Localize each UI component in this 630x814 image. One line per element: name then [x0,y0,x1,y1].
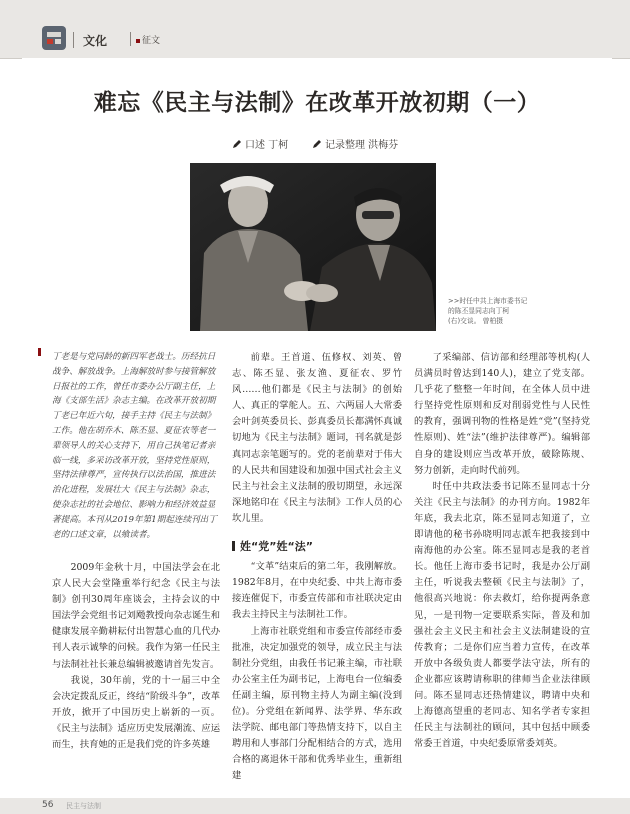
pen-icon [232,139,242,152]
section-name: 文化 [83,34,108,48]
caption-line: >>时任中共上海市委书记 [448,297,528,305]
intro-marker [38,348,41,356]
byline-record-text: 记录整理 洪梅芬 [325,140,399,151]
page-number: 56 [42,800,54,810]
paragraph: “文革”结束后的第二年，我刚解放。1982年8月，在中央纪委、中共上海市委接连催促下，市委宣传部和市社联决定由我去主持民主与法制社工作。 [232,561,402,621]
subheading-bar [232,541,235,551]
square-bullet-icon [136,39,140,43]
header-divider [73,32,74,48]
body-column-3 [414,350,590,752]
subheading [232,539,402,555]
paragraph: 时任中共政法委书记陈丕显同志十分关注《民主与法制》的办刊方向。1982年年底，我去北京，陈丕显同志知道了，立即请他的秘书孙晓明同志派车把我接到中南海他的办公室。陈丕显同志是我的老首长。他任上海市委书记时，我是办公厅副主任，听说我去整顿《民主与法制》了，他很高兴地说：你去救灯，给你提两条意见，一是刊物一定要联系实际，普及和加强社会主义民主和社会主义法制建设的宣传教育；二是你们应当着力宣传，在改革开放中各级负责人都要学法守法，所有的企业都应该聘请称职的律师当企业法律顾问。陈丕显同志还热情建议，聘请中央和上海德高望重的老同志、知名学者专家担任民主与法制社的顾问，其中包括中顾委常委王首道，中央纪委原常委刘英。 [414,480,590,750]
byline-oral [232,136,288,152]
header-divider-2 [130,32,131,46]
subheading-text: 姓“党”姓“法” [240,540,313,554]
article [22,58,612,798]
subsection-name [136,33,160,46]
paragraph: 前辈。王首道、伍修权、刘英、曾志、陈丕显、张友渔、夏征农、罗竹风……他们都是《民主与法制》的创始人、真正的掌舵人。五、六两届人大常委会叶剑英委员长、彭真委员长都满怀真诚切地为《民主与法制》题词，刊名就是彭真同志亲笔题写的。党的老前辈对于伟大的人民共和国建设和加强中国式社会主义民主与社会主义法制的殷切期望，永远深深地铭印在《民主与法制》工作人员的心坎儿里。 [232,352,402,524]
page-header [0,0,630,59]
magazine-logo-icon [42,26,66,50]
body-column-1 [52,560,220,753]
editor-intro: 丁老是与党同龄的新四军老战士。历经抗日战争、解放战争。上海解放时参与接管解放日报社的工作，曾任市委办公厅副主任，上海《支部生活》杂志主编。在改革开放初期丁老已年近六旬，接手主持《民主与法制》工作。他在胡乔木、陈丕显、夏征农等老一辈领导人的关心支持下，用自己执笔记者亲临一线，多采访改革开放，坚持党性原则，坚持法律尊严，宣传执行以法治国，推进法治化进程，发展壮大《民主与法制》杂志，使杂志社的社会地位、影响力和经济效益显著提高。本刊从2019年第1期起连续刊出丁老的口述文章，以飨读者。 [52,352,217,540]
pen-icon [312,139,322,152]
paragraph: 上海市社联党组和市委宣传部经市委批准，决定加强党的领导，成立民主与法制社分党组，由我任书记兼主编，市社联办公室主任为副书记，上海电台一位编委任副主编，原刊物主持人为副主编(没到位)。分党组在新闻界、法学界、华东政法学院、邮电部门等热情支持下，以自主聘用和人事部门分配相结合的方式，选用合格的离退休干部和优秀毕业生，重新组建 [232,625,402,782]
historical-photo [190,163,436,331]
byline-oral-text: 口述 丁柯 [245,140,289,151]
caption-line: 的陈丕显同志向丁柯 [448,307,510,315]
paragraph: 2009年金秋十月，中国法学会在北京人民大会堂隆重举行纪念《民主与法制》创刊30周年座谈会，主持会议的中国法学会党组书记刘飏教授向杂志诞生和健康发展辛勤耕耘付出智慧心血的几代办刊人表示诚挚的问候。我作为第一任民主与法制社社长兼总编辑被邀请首先发言。 [52,562,220,670]
page-footer [0,798,630,814]
paragraph: 我说，30年前，党的十一届三中全会决定拨乱反正，终结“阶级斗争”，改革开放，掀开了中国历史上崭新的一页。《民主与法制》适应历史发展潮流、应运而生，扶育她的正是我们党的许多英雄 [52,674,220,751]
paragraph: 了采编部、信访部和经理部等机构(人员满员时曾达到140人)，建立了党支部。几乎花了整整一年时间，在全体人员中进行坚持党性原则和反对削弱党性与人民性的教育，强调刊物的性格是姓“党”(坚持党性原则)、姓“法”(维护法律尊严)。编辑部自身的建设则应当改革开放，破除陈规、努力创新，走向时代前列。 [414,352,590,476]
caption-line: (右)交谈。 曾柏摄 [448,317,504,325]
article-title: 难忘《民主与法制》在改革开放初期（一） [93,90,541,116]
body-column-2 [232,350,402,784]
subsection-label: 征文 [142,36,161,46]
footer-magazine-name: 民主与法制 [66,802,101,810]
byline-record [312,136,398,152]
photo-caption [448,296,568,326]
